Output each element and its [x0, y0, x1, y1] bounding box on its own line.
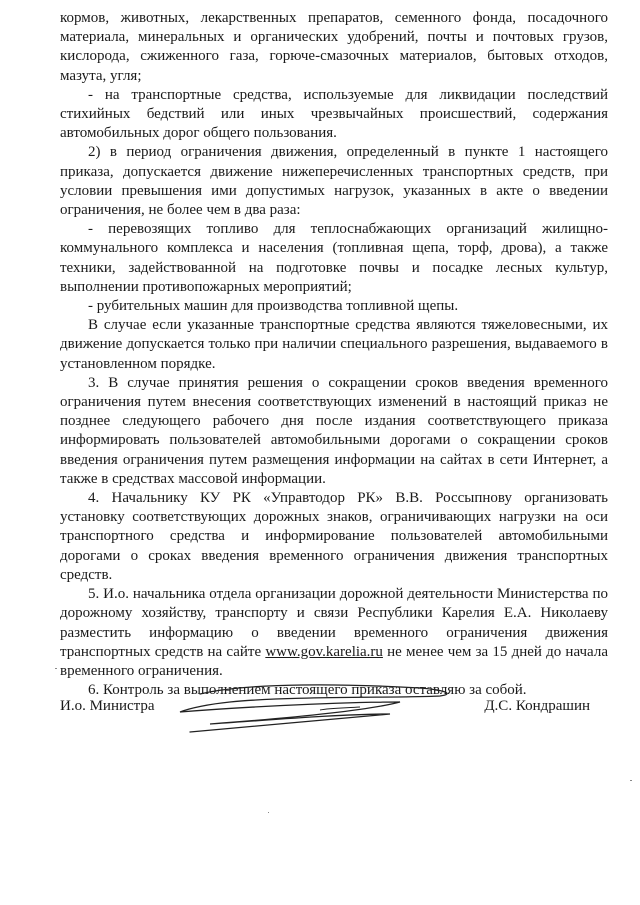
paragraph-10: 6. Контроль за выполнением настоящего приказа оставляю за собой.	[88, 682, 527, 699]
paragraph-5: - рубительных машин для производства топливной щепы.	[88, 298, 459, 315]
scan-speck	[55, 668, 57, 669]
paragraph-9-before: 5. И.о. начальника отдела организации дорожной деятельности Министерства по дорожному хозяйству, транспорту и связи Республики Карелия Е.А. Николаеву разместить информацию о введении временного ограничения движения транспортных средств на сайте	[60, 586, 608, 660]
paragraph-1: кормов, животных, лекарственных препаратов, семенного фонда, посадочного материала, минеральных и органических удобрений, почты и почтовых грузов, кислорода, сжиженного газа, горюче-смазочных материалов, бытовых отходов, мазута, угля;	[60, 10, 608, 84]
scan-speck	[268, 812, 269, 813]
paragraph-9-after: не менее чем за 15 дней до начала временного ограничения.	[60, 643, 608, 679]
paragraph-4: - перевозящих топливо для теплоснабжающих организаций жилищно-коммунального комплекса и населения (топливная щепа, торф, дрова), а также техники, задействованной на подготовке почвы и посадке лесных культур, выполнении противопожарных мероприятий;	[60, 221, 608, 295]
signatory-title: И.о. Министра	[60, 698, 155, 714]
website-link[interactable]: www.gov.karelia.ru	[265, 643, 383, 660]
paragraph-6: В случае если указанные транспортные средства являются тяжеловесными, их движение допускается только при наличии специального разрешения, выдаваемого в установленном порядке.	[60, 317, 608, 372]
scan-speck	[630, 780, 632, 781]
document-body	[60, 9, 608, 700]
paragraph-7: 3. В случае принятия решения о сокращении сроков введения временного ограничения путем внесения соответствующих изменений в настоящий приказ не позднее следующего рабочего дня после издания соответствующего приказа информировать пользователей автомобильными дорогами о сокращении сроков введения ограничения путем размещения информации на сайтах в сети Интернет, а также в средствах массовой информации.	[60, 374, 608, 487]
handwritten-signature	[170, 680, 470, 740]
paragraph-2: - на транспортные средства, используемые для ликвидации последствий стихийных бедствий или иных чрезвычайных происшествий, содержания автомобильных дорог общего пользования.	[60, 86, 608, 142]
paragraph-9	[60, 585, 608, 681]
signatory-name: Д.С. Кондрашин	[484, 698, 590, 714]
paragraph-8: 4. Начальнику КУ РК «Управтодор РК» В.В. Россыпнову организовать установку соответствующих дорожных знаков, ограничивающих нагрузки на оси транспортного средства и информирование пользователей автомобильными дорогами о сроках введения временного ограничения движения транспортных средств.	[60, 490, 608, 583]
paragraph-3: 2) в период ограничения движения, определенный в пункте 1 настоящего приказа, допускается движение нижеперечисленных транспортных средств, при условии превышения ими допустимых нагрузок, указанных в акте о введении ограничения, не более чем в два раза:	[60, 144, 608, 219]
